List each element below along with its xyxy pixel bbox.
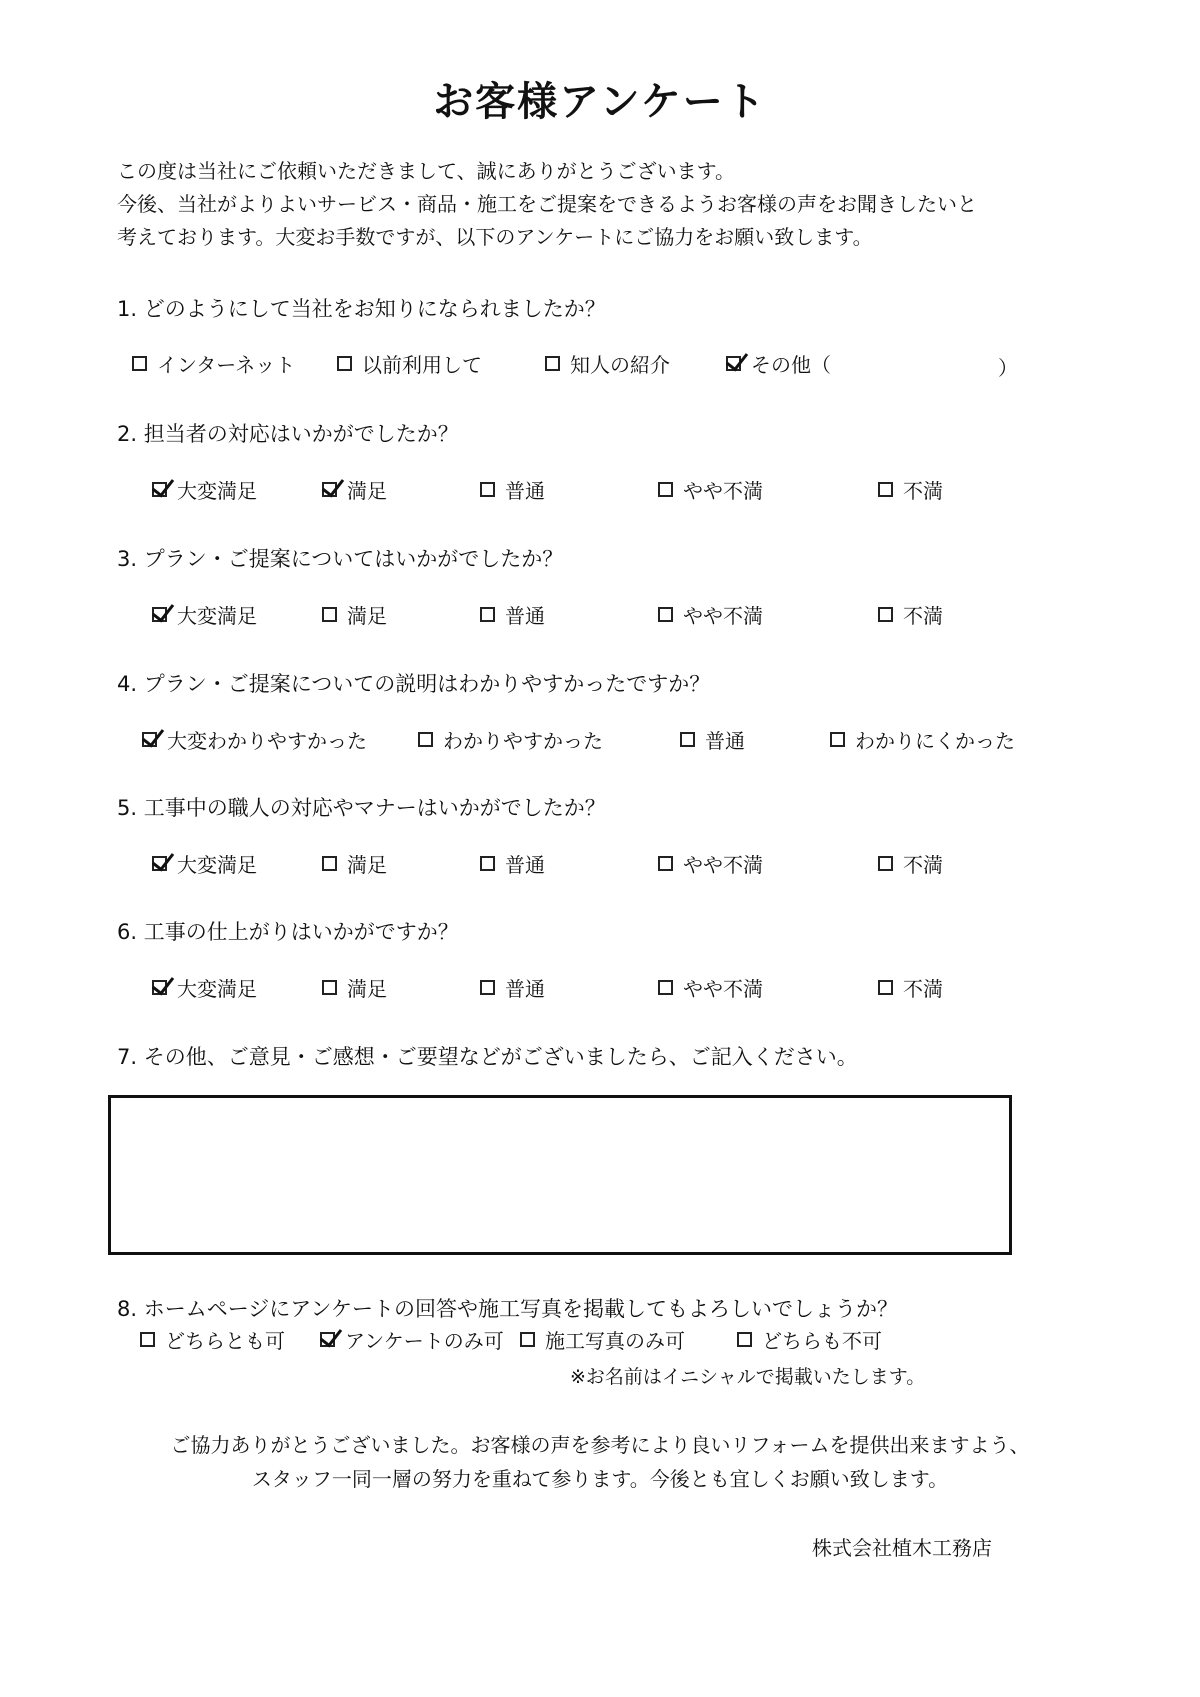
closing-text bbox=[0, 1428, 1200, 1496]
q8-option-neither[interactable] bbox=[737, 1325, 882, 1354]
q5-option-neutral[interactable] bbox=[480, 849, 545, 878]
page-title: お客様アンケート bbox=[433, 79, 767, 125]
q2-option-somewhat-dissatisfied[interactable] bbox=[658, 475, 763, 504]
checkbox[interactable] bbox=[132, 356, 147, 371]
option-label: 施工写真のみ可 bbox=[545, 1329, 685, 1353]
option-label: 満足 bbox=[347, 853, 387, 877]
closing-line: ご協力ありがとうございました。お客様の声を参考により良いリフォームを提供出来ますよう、 bbox=[170, 1433, 1030, 1457]
question-2: 2. 担当者の対応はいかがでしたか？ bbox=[117, 422, 459, 446]
question-8: 8. ホームページにアンケートの回答や施工写真を掲載してもよろしいでしょうか？ bbox=[117, 1297, 899, 1321]
q5-option-dissatisfied[interactable] bbox=[878, 849, 943, 878]
q8-option-photos-only[interactable] bbox=[520, 1325, 685, 1354]
checkbox[interactable] bbox=[337, 356, 352, 371]
q3-option-very-satisfied[interactable] bbox=[152, 600, 257, 629]
option-label: やや不満 bbox=[683, 853, 763, 877]
intro-line: この度は当社にご依頼いただきまして、誠にありがとうございます。 bbox=[117, 159, 735, 183]
checkbox[interactable] bbox=[658, 856, 673, 871]
option-label: わかりやすかった bbox=[443, 729, 603, 753]
question-5: 5. 工事中の職人の対応やマナーはいかがでしたか？ bbox=[117, 796, 606, 820]
option-label: その他（ bbox=[751, 353, 831, 377]
option-label: やや不満 bbox=[683, 479, 763, 503]
intro-line: 考えております。大変お手数ですが、以下のアンケートにご協力をお願い致します。 bbox=[117, 225, 873, 249]
checkbox[interactable] bbox=[322, 980, 337, 995]
checkbox[interactable] bbox=[680, 732, 695, 747]
option-label: 以前利用して bbox=[362, 353, 482, 377]
q3-option-satisfied[interactable] bbox=[322, 600, 387, 629]
q2-option-very-satisfied[interactable] bbox=[152, 475, 257, 504]
checkbox-checked[interactable] bbox=[726, 356, 741, 371]
option-label: 普通 bbox=[705, 729, 745, 753]
q4-option-very-clear[interactable] bbox=[142, 725, 367, 754]
checkbox[interactable] bbox=[480, 482, 495, 497]
option-label: 普通 bbox=[505, 479, 545, 503]
q6-option-very-satisfied[interactable] bbox=[152, 973, 257, 1002]
question-1: 1. どのようにして当社をお知りになられましたか？ bbox=[117, 297, 606, 321]
q8-option-survey-only[interactable] bbox=[320, 1325, 504, 1354]
option-label: アンケートのみ可 bbox=[345, 1329, 504, 1353]
option-label: 大変わかりやすかった bbox=[167, 729, 367, 753]
checkbox[interactable] bbox=[830, 732, 845, 747]
checkbox-checked[interactable] bbox=[152, 980, 167, 995]
option-label: やや不満 bbox=[683, 604, 763, 628]
company-name: 株式会社植木工務店 bbox=[812, 1536, 992, 1560]
option-label: どちらとも可 bbox=[165, 1329, 285, 1353]
checkbox-checked[interactable] bbox=[142, 732, 157, 747]
q2-option-satisfied[interactable] bbox=[322, 475, 387, 504]
checkbox-checked[interactable] bbox=[152, 482, 167, 497]
option-label: わかりにくかった bbox=[855, 729, 1015, 753]
option-label: 満足 bbox=[347, 479, 387, 503]
initials-note: ※お名前はイニシャルで掲載いたします。 bbox=[570, 1366, 926, 1388]
question-3: 3. プラン・ご提案についてはいかがでしたか？ bbox=[117, 547, 564, 571]
question-4: 4. プラン・ご提案についての説明はわかりやすかったですか？ bbox=[117, 672, 711, 696]
q5-option-somewhat-dissatisfied[interactable] bbox=[658, 849, 763, 878]
checkbox[interactable] bbox=[480, 980, 495, 995]
intro-text bbox=[117, 155, 977, 254]
q4-option-unclear[interactable] bbox=[830, 725, 1015, 754]
comment-textbox[interactable] bbox=[108, 1095, 1012, 1255]
q1-option-internet[interactable] bbox=[132, 349, 295, 378]
option-label: 普通 bbox=[505, 604, 545, 628]
option-label: 大変満足 bbox=[177, 604, 257, 628]
option-label: 満足 bbox=[347, 977, 387, 1001]
checkbox-checked[interactable] bbox=[152, 607, 167, 622]
checkbox[interactable] bbox=[878, 856, 893, 871]
option-label: 普通 bbox=[505, 977, 545, 1001]
option-label: 不満 bbox=[903, 977, 943, 1001]
checkbox[interactable] bbox=[545, 356, 560, 371]
option-label: 大変満足 bbox=[177, 853, 257, 877]
q6-option-somewhat-dissatisfied[interactable] bbox=[658, 973, 763, 1002]
option-label: 知人の紹介 bbox=[570, 353, 670, 377]
q1-option-other[interactable] bbox=[726, 349, 831, 378]
q2-option-neutral[interactable] bbox=[480, 475, 545, 504]
q5-option-satisfied[interactable] bbox=[322, 849, 387, 878]
checkbox[interactable] bbox=[658, 980, 673, 995]
checkbox[interactable] bbox=[737, 1332, 752, 1347]
option-label: 不満 bbox=[903, 853, 943, 877]
option-label: 大変満足 bbox=[177, 977, 257, 1001]
q6-option-neutral[interactable] bbox=[480, 973, 545, 1002]
option-label: 不満 bbox=[903, 479, 943, 503]
checkbox-checked[interactable] bbox=[152, 856, 167, 871]
q2-option-dissatisfied[interactable] bbox=[878, 475, 943, 504]
checkbox[interactable] bbox=[480, 856, 495, 871]
checkbox[interactable] bbox=[878, 607, 893, 622]
q4-option-neutral[interactable] bbox=[680, 725, 745, 754]
q3-option-neutral[interactable] bbox=[480, 600, 545, 629]
q5-option-very-satisfied[interactable] bbox=[152, 849, 257, 878]
checkbox[interactable] bbox=[480, 607, 495, 622]
checkbox-checked[interactable] bbox=[322, 482, 337, 497]
question-6: 6. 工事の仕上がりはいかがですか？ bbox=[117, 920, 459, 944]
q6-option-dissatisfied[interactable] bbox=[878, 973, 943, 1002]
checkbox[interactable] bbox=[878, 980, 893, 995]
q3-option-somewhat-dissatisfied[interactable] bbox=[658, 600, 763, 629]
checkbox[interactable] bbox=[878, 482, 893, 497]
q1-option-referral[interactable] bbox=[545, 349, 670, 378]
q6-option-satisfied[interactable] bbox=[322, 973, 387, 1002]
checkbox[interactable] bbox=[520, 1332, 535, 1347]
option-label: インターネット bbox=[157, 353, 296, 377]
intro-line: 今後、当社がよりよいサービス・商品・施工をご提案をできるようお客様の声をお聞きしたいと bbox=[117, 192, 977, 216]
option-label: どちらも不可 bbox=[762, 1329, 882, 1353]
option-label: やや不満 bbox=[683, 977, 763, 1001]
checkbox[interactable] bbox=[322, 856, 337, 871]
other-paren-close: ） bbox=[998, 356, 1018, 380]
q1-option-previous[interactable] bbox=[337, 349, 482, 378]
option-label: 大変満足 bbox=[177, 479, 257, 503]
checkbox[interactable] bbox=[658, 607, 673, 622]
q8-option-both-ok[interactable] bbox=[140, 1325, 285, 1354]
q4-option-clear[interactable] bbox=[418, 725, 603, 754]
option-label: 普通 bbox=[505, 853, 545, 877]
q3-option-dissatisfied[interactable] bbox=[878, 600, 943, 629]
checkbox[interactable] bbox=[658, 482, 673, 497]
question-7: 7. その他、ご意見・ご感想・ご要望などがございましたら、ご記入ください。 bbox=[117, 1045, 858, 1069]
option-label: 満足 bbox=[347, 604, 387, 628]
checkbox[interactable] bbox=[418, 732, 433, 747]
checkbox-checked[interactable] bbox=[320, 1332, 335, 1347]
checkbox[interactable] bbox=[322, 607, 337, 622]
option-label: 不満 bbox=[903, 604, 943, 628]
checkbox[interactable] bbox=[140, 1332, 155, 1347]
closing-line: スタッフ一同一層の努力を重ねて参ります。今後とも宜しくお願い致します。 bbox=[251, 1467, 949, 1491]
